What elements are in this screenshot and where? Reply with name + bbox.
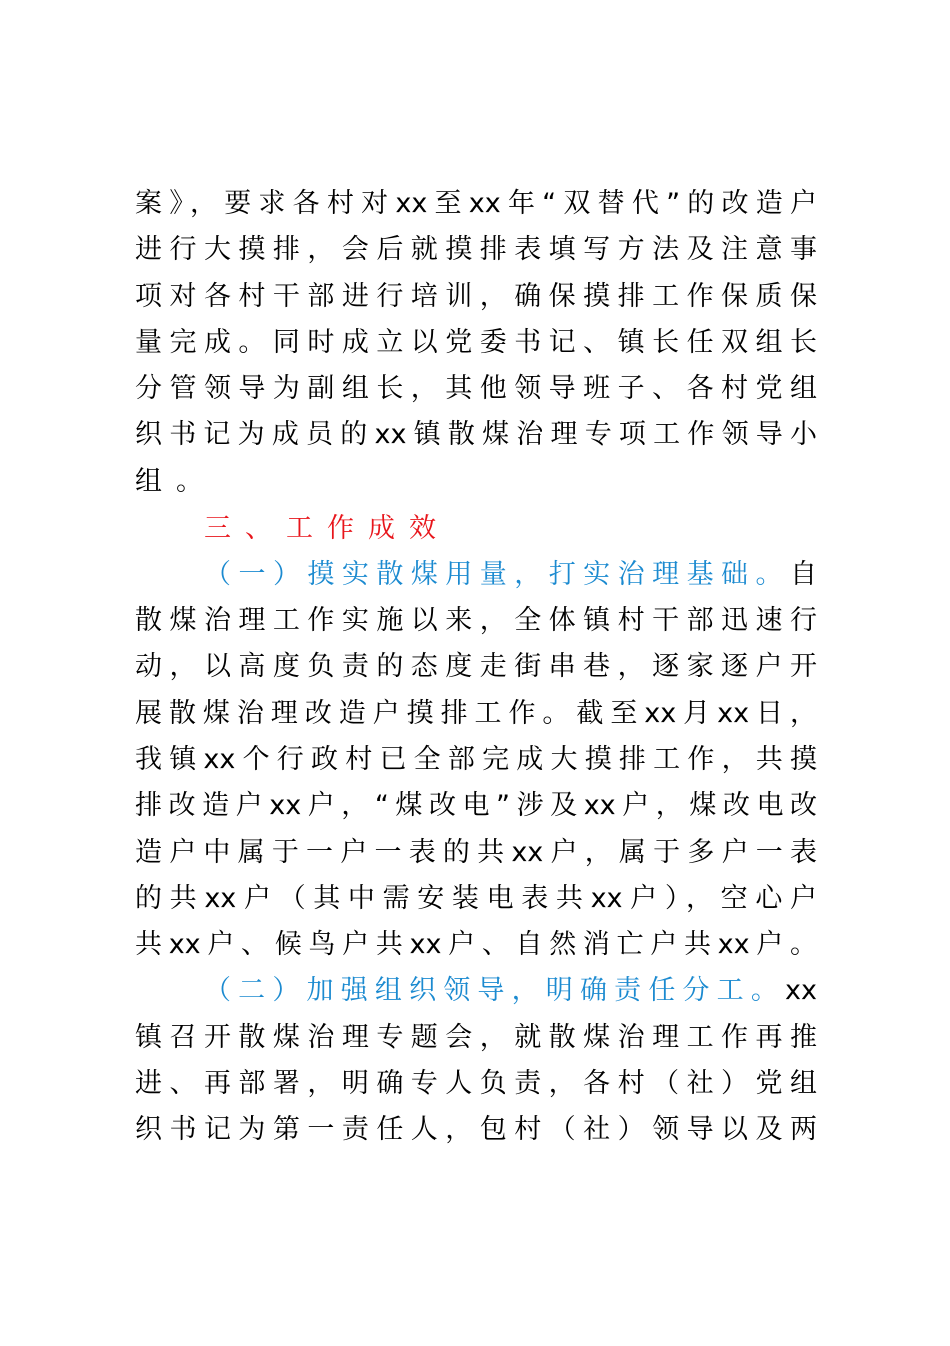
- item-first-line: [204, 555, 817, 595]
- subheading-title: （二）加强组织领导，明确责任分工。: [204, 975, 786, 1006]
- item-first-line-rest: 自: [790, 559, 817, 590]
- paragraph-line: 我镇xx个行政村已全部完成大摸排工作，共摸: [135, 744, 817, 775]
- section-heading: 三、工作成效: [204, 513, 450, 544]
- paragraph-line: 共xx户、候鸟户共xx户、自然消亡户共xx户。: [135, 929, 817, 960]
- paragraph-line: 造户中属于一户一表的共xx户，属于多户一表: [135, 837, 817, 868]
- paragraph-line: 织书记为第一责任人，包村（社）领导以及两: [135, 1114, 817, 1145]
- paragraph-line: 动，以高度负责的态度走街串巷，逐家逐户开: [135, 651, 817, 682]
- paragraph-line: 的共xx户（其中需安装电表共xx户），空心户: [135, 883, 817, 914]
- paragraph-line: 展散煤治理改造户摸排工作。截至xx月xx日，: [135, 698, 817, 729]
- paragraph-line: 散煤治理工作实施以来，全体镇村干部迅速行: [135, 605, 817, 636]
- paragraph-line: 镇召开散煤治理专题会，就散煤治理工作再推: [135, 1022, 817, 1053]
- item-first-line-rest: xx: [785, 975, 817, 1006]
- paragraph-line: 排改造户xx户，“煤改电”涉及xx户，煤改电改: [135, 790, 817, 821]
- paragraph-line: 进、再部署，明确专人负责，各村（社）党组: [135, 1068, 817, 1099]
- paragraph-line: 组。: [135, 466, 217, 497]
- paragraph-line: 进行大摸排，会后就摸排表填写方法及注意事: [135, 234, 817, 265]
- paragraph-line: 量完成。同时成立以党委书记、镇长任双组长: [135, 327, 817, 358]
- paragraph-line: 案》，要求各村对xx至xx年“双替代”的改造户: [135, 188, 817, 219]
- item-first-line: [204, 971, 817, 1011]
- paragraph-line: 织书记为成员的xx镇散煤治理专项工作领导小: [135, 419, 817, 450]
- paragraph-line: 分管领导为副组长，其他领导班子、各村党组: [135, 373, 817, 404]
- paragraph-line: 项对各村干部进行培训，确保摸排工作保质保: [135, 281, 817, 312]
- subheading-title: （一）摸实散煤用量，打实治理基础。: [204, 559, 790, 590]
